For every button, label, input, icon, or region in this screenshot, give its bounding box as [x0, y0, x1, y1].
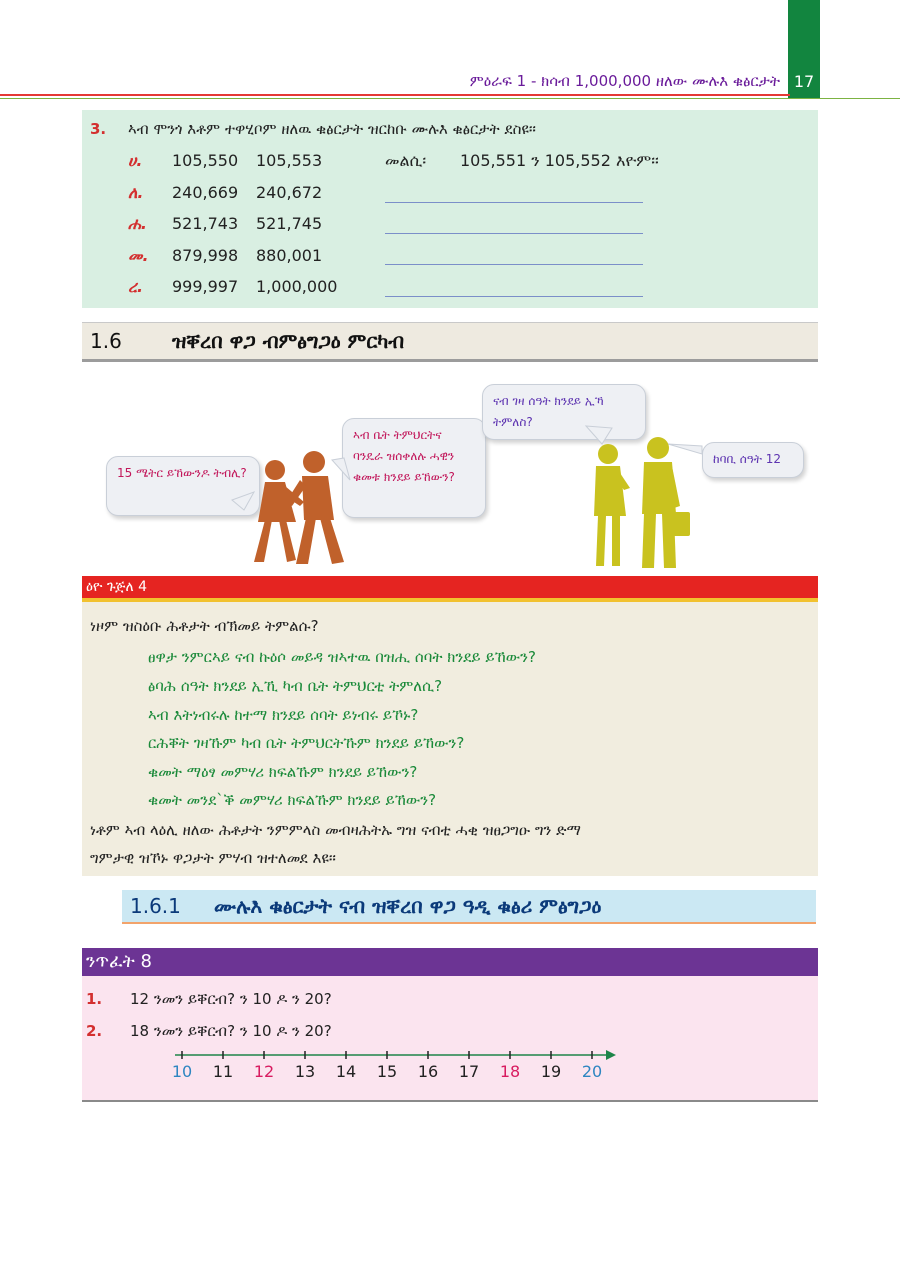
row-value-a: 999,997 — [172, 277, 239, 296]
answer-text: 105,551 ን 105,552 እዮም፡፡ — [460, 151, 659, 170]
practice-item-number: 2. — [86, 1022, 103, 1040]
activity-closing-line: ነቶም ኣብ ላዕሊ ዘለው ሕቶታት ንምምላስ መብዛሕትኡ ግዝ ናብቲ ሓቂ ዝፀጋግዑ ግን ድማ — [90, 821, 581, 839]
page-number: 17 — [793, 72, 815, 91]
walking-woman-icon — [254, 460, 304, 562]
section-number: 1.6 — [90, 329, 122, 353]
row-value-b: 105,553 — [256, 151, 323, 170]
number-line-label: 10 — [171, 1062, 193, 1081]
row-value-a: 521,743 — [172, 214, 239, 233]
answer-blank[interactable] — [385, 296, 643, 297]
activity-closing-line: ግምታዊ ዝኾኑ ዋጋታት ምሃብ ዝተለመደ እዩ፡፡ — [90, 849, 336, 867]
section-header — [82, 322, 818, 362]
activity-question: ርሕቐት ገዛኹም ካብ ቤት ትምህርትኹም ክንደይ ይኸውን? — [148, 734, 465, 752]
row-value-a: 105,550 — [172, 151, 239, 170]
speech-bubble-time-answer: ከባቢ ሰዓት 12 — [702, 442, 804, 478]
number-line-label: 12 — [253, 1062, 275, 1081]
number-line-label: 14 — [335, 1062, 357, 1081]
speech-bubble-flagpole: ኣብ ቤት ትምህርትና ባንዴራ ዝሰቀለሉ ሓዊን ቁመቱ ክንደይ ይኸውን? — [342, 418, 486, 518]
activity-question: ፅባሕ ሰዓት ክንደይ ኢኺ ካብ ቤት ትምህርቲ ትምለሲ? — [148, 677, 443, 695]
row-value-a: 879,998 — [172, 246, 239, 265]
row-letter: ሐ. — [128, 214, 147, 233]
activity-question: ኣብ እትነብሩሉ ከተማ ክንደይ ሰባት ይነብሩ ይኾኑ? — [148, 706, 419, 724]
number-line-label: 13 — [294, 1062, 316, 1081]
practice-item-text: 12 ንመን ይቐርብ? ን 10 ዶ ን 20? — [130, 990, 332, 1008]
number-line-label: 15 — [376, 1062, 398, 1081]
chapter-header: ምዕራፍ 1 - ክሳብ 1,000,000 ዘለው ሙሉእ ቁፅርታት — [469, 72, 780, 90]
row-value-b: 521,745 — [256, 214, 323, 233]
activity-question: ቁመት ማዕፃ መምሃሪ ክፍልኹም ክንደይ ይኸውን? — [148, 763, 418, 781]
exercise-question: ኣብ ሞንጎ እቶም ተዋሂቦም ዘለዉ ቁፅርታት ዝርከቡ ሙሉእ ቁፅርታት ደስዩ፡፡ — [128, 120, 536, 138]
answer-label: መልሲ፡ — [385, 151, 427, 170]
row-value-b: 880,001 — [256, 246, 323, 265]
row-letter: ለ. — [128, 183, 144, 202]
bubble-tail — [332, 458, 350, 480]
subsection-header — [122, 890, 816, 924]
business-man-icon — [642, 437, 690, 568]
row-value-b: 240,672 — [256, 183, 323, 202]
row-letter: መ. — [128, 246, 149, 265]
subsection-number: 1.6.1 — [130, 894, 181, 918]
section-title: ዝቐረበ ዋጋ ብምፅግጋዕ ምርካብ — [172, 329, 405, 353]
number-line — [0, 1044, 900, 1064]
practice-header: ንጥፈት 8 — [82, 948, 818, 976]
number-line-label: 16 — [417, 1062, 439, 1081]
bubble-tail — [586, 426, 612, 444]
activity-intro: ነዞም ዝስዕቡ ሕቶታት ብኽመይ ትምልሱ? — [90, 617, 319, 635]
bubble-tail — [668, 444, 702, 454]
activity-question: ቁመት መንደ`ቕ መምሃሪ ክፍልኹም ክንደይ ይኸውን? — [148, 791, 437, 809]
business-woman-icon — [594, 444, 630, 566]
activity-question: ፀዋታ ንምርኣይ ናብ ኩዕሶ መይዳ ዝኣተዉ በዝሒ ሰባት ክንደይ ይኸውን? — [148, 648, 536, 666]
answer-blank[interactable] — [385, 233, 643, 234]
practice-item-number: 1. — [86, 990, 103, 1008]
row-letter: ረ. — [128, 277, 144, 296]
exercise-number: 3. — [90, 120, 107, 138]
speech-bubble-time-question: ናብ ገዛ ሰዓት ክንደይ ኢኻ ትምለስ? — [482, 384, 646, 440]
number-line-label: 20 — [581, 1062, 603, 1081]
number-line-label: 17 — [458, 1062, 480, 1081]
row-value-a: 240,669 — [172, 183, 239, 202]
activity-header: ዕዮ ጉጅለ 4 — [82, 576, 818, 598]
people-illustration — [82, 370, 818, 575]
header-rule — [0, 94, 790, 96]
subsection-title: ሙሉእ ቁፅርታት ናብ ዝቐረበ ዋጋ ዓዲ ቁፅሪ ምፅግጋዕ — [214, 894, 602, 918]
number-line-arrow — [606, 1050, 616, 1060]
row-letter: ሀ. — [128, 151, 143, 170]
number-line-label: 11 — [212, 1062, 234, 1081]
header-rule-thin — [0, 98, 900, 99]
speech-bubble-distance: 15 ሜትር ይኸውንዶ ትብሊ? — [106, 456, 260, 516]
bubble-tail — [232, 492, 254, 510]
number-line-label: 19 — [540, 1062, 562, 1081]
practice-item-text: 18 ንመን ይቐርብ? ን 10 ዶ ን 20? — [130, 1022, 332, 1040]
walking-man-icon — [286, 451, 344, 564]
number-line-label: 18 — [499, 1062, 521, 1081]
row-value-b: 1,000,000 — [256, 277, 338, 296]
answer-blank[interactable] — [385, 202, 643, 203]
answer-blank[interactable] — [385, 264, 643, 265]
